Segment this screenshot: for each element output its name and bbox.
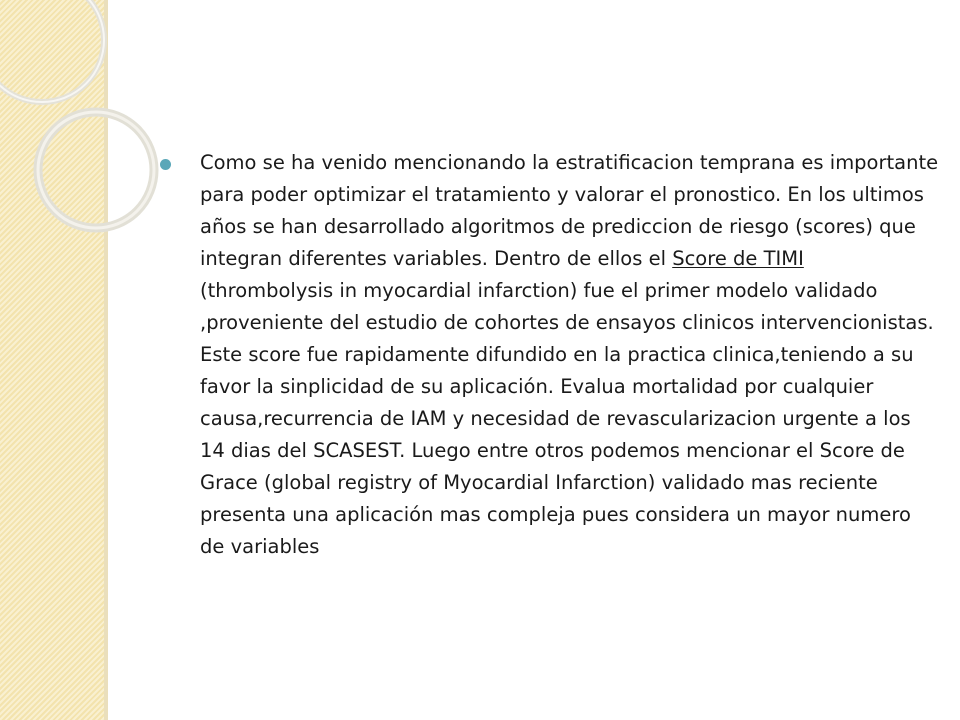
ring-outer-arc-shadow: [0, 0, 104, 102]
bullet-text: [200, 147, 940, 563]
bullet-text-start: Como se ha venido mencionando la estratificacion temprana es importante para poder optimizar el tratamiento y valorar el pronostico. En los ultimos años se han desarrollado algoritmos de prediccion de riesgo (scores) que integran diferentes variables. Dentro de ellos el: [200, 151, 939, 270]
slide-content: [160, 147, 940, 563]
bullet-text-end: (thrombolysis in myocardial infarction) fue el primer modelo validado ,proveniente del estudio de cohortes de ensayos clinicos intervencionistas. Este score fue rapidamente difundido en la practica clinica,teniendo a su favor la sinplicidad de su aplicación. Evalua mortalidad por cualquier causa,recurrencia de IAM y necesidad de revascularizacion urgente a los 14 dias del SCASEST. Luego entre otros podemos mencionar el Score de Grace (global registry of Myocardial Infarction) validado mas reciente presenta una aplicación mas compleja pues considera un mayor numero de variables: [200, 279, 934, 558]
ring-inner-arc-highlight: [38, 112, 154, 228]
bullet-item: [160, 147, 940, 563]
bullet-icon: [160, 159, 171, 170]
ring-outer-arc: [0, 0, 104, 102]
score-de-timi-link[interactable]: Score de TIMI: [672, 247, 804, 270]
